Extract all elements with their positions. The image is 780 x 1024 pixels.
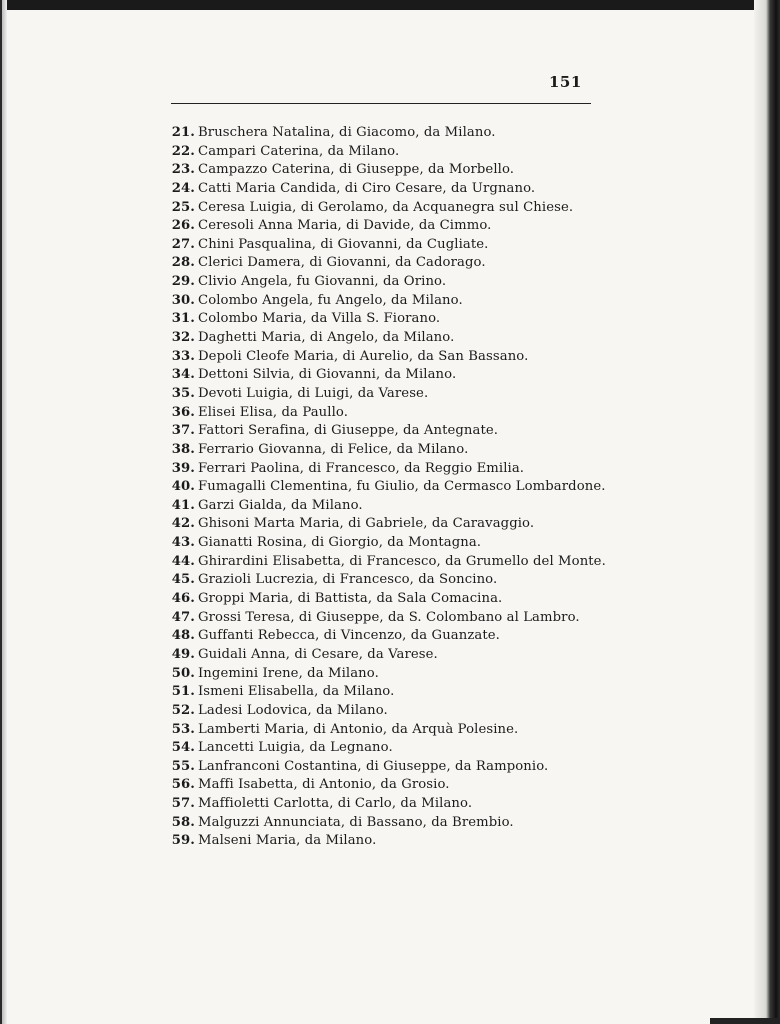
entry-text: Elisei Elisa, da Paullo.: [198, 404, 348, 420]
list-item: [162, 161, 622, 180]
page-number: 151: [549, 73, 582, 91]
entry-number: 25.: [171, 199, 195, 215]
list-item: [162, 665, 622, 684]
entry-number: 46.: [171, 591, 195, 607]
entry-number: 21.: [171, 125, 195, 140]
entry-text: Guffanti Rebecca, di Vincenzo, da Guanzate.: [198, 628, 500, 644]
entry-number: 41.: [171, 497, 195, 513]
entry-number: 55.: [171, 758, 195, 774]
list-item: [162, 814, 622, 833]
list-item: [162, 683, 622, 702]
entry-number: 38.: [171, 441, 195, 457]
scan-border-right: [754, 0, 780, 1024]
list-item: [162, 292, 622, 311]
entry-text: Clerici Damera, di Giovanni, da Cadorago.: [198, 255, 486, 271]
entry-text: Malguzzi Annunciata, di Bassano, da Brembio.: [198, 814, 514, 830]
entry-text: Gianatti Rosina, di Giorgio, da Montagna.: [198, 535, 482, 551]
list-item: [162, 366, 622, 385]
entry-text: Daghetti Maria, di Angelo, da Milano.: [198, 330, 455, 346]
scan-border-left: [0, 0, 7, 1024]
list-item: [162, 702, 622, 721]
entry-number: 44.: [171, 553, 195, 569]
list-item: [162, 795, 622, 814]
list-item: [162, 310, 622, 329]
entry-text: Colombo Maria, da Villa S. Fiorano.: [198, 311, 441, 327]
list-item: [162, 515, 622, 534]
entry-number: 59.: [171, 833, 195, 849]
entry-text: Ceresoli Anna Maria, di Davide, da Cimmo.: [198, 218, 492, 234]
entry-number: 32.: [171, 330, 195, 346]
name-list: [162, 124, 622, 851]
entry-text: Ceresa Luigia, di Gerolamo, da Acquanegra sul Chiese.: [198, 199, 574, 215]
entry-number: 36.: [171, 404, 195, 420]
list-item: [162, 217, 622, 236]
entry-text: Fattori Serafina, di Giuseppe, da Antegnate.: [198, 423, 499, 439]
list-item: [162, 721, 622, 740]
entry-text: Ferrario Giovanna, di Felice, da Milano.: [198, 441, 469, 457]
entry-number: 28.: [171, 255, 195, 271]
entry-text: Grossi Teresa, di Giuseppe, da S. Colombano al Lambro.: [198, 609, 580, 625]
entry-number: 51.: [171, 684, 195, 700]
entry-text: Maffioletti Carlotta, di Carlo, da Milano.: [198, 796, 473, 812]
entry-number: 23.: [171, 162, 195, 178]
list-item: [162, 124, 622, 143]
list-item: [162, 422, 622, 441]
entry-text: Campazzo Caterina, di Giuseppe, da Morbello.: [198, 162, 515, 178]
entry-text: Ferrari Paolina, di Francesco, da Reggio Emilia.: [198, 460, 525, 476]
entry-text: Garzi Gialda, da Milano.: [198, 497, 363, 513]
entry-number: 58.: [171, 814, 195, 830]
list-item: [162, 254, 622, 273]
entry-text: Maffi Isabetta, di Antonio, da Grosio.: [198, 777, 450, 793]
entry-number: 39.: [171, 460, 195, 476]
list-item: [162, 478, 622, 497]
list-item: [162, 590, 622, 609]
entry-number: 54.: [171, 740, 195, 756]
entry-number: 45.: [171, 572, 195, 588]
list-item: [162, 776, 622, 795]
entry-text: Lanfranconi Costantina, di Giuseppe, da Ramponio.: [198, 758, 549, 774]
list-item: [162, 534, 622, 553]
entry-number: 26.: [171, 218, 195, 234]
entry-text: Ghirardini Elisabetta, di Francesco, da Grumello del Monte.: [198, 553, 606, 569]
entry-text: Guidali Anna, di Cesare, da Varese.: [198, 646, 438, 662]
entry-number: 47.: [171, 609, 195, 625]
entry-text: Catti Maria Candida, di Ciro Cesare, da Urgnano.: [198, 180, 536, 196]
entry-number: 48.: [171, 628, 195, 644]
entry-number: 40.: [171, 479, 195, 495]
list-item: [162, 143, 622, 162]
list-item: [162, 460, 622, 479]
list-item: [162, 199, 622, 218]
entry-text: Colombo Angela, fu Angelo, da Milano.: [198, 292, 463, 308]
entry-text: Ismeni Elisabella, da Milano.: [198, 684, 395, 700]
entry-text: Devoti Luigia, di Luigi, da Varese.: [198, 385, 429, 401]
entry-number: 49.: [171, 646, 195, 662]
list-item: [162, 571, 622, 590]
entry-number: 50.: [171, 665, 195, 681]
entry-text: Groppi Maria, di Battista, da Sala Comacina.: [198, 591, 503, 607]
list-item: [162, 609, 622, 628]
list-item: [162, 273, 622, 292]
entry-text: Ingemini Irene, da Milano.: [198, 665, 379, 681]
entry-number: 57.: [171, 796, 195, 812]
scan-border-top: [0, 0, 780, 10]
scan-border-bottom: [710, 1018, 780, 1024]
entry-number: 24.: [171, 180, 195, 196]
entry-text: Grazioli Lucrezia, di Francesco, da Soncino.: [198, 572, 498, 588]
list-item: [162, 404, 622, 423]
entry-number: 37.: [171, 423, 195, 439]
entry-text: Dettoni Silvia, di Giovanni, da Milano.: [198, 367, 457, 383]
list-item: [162, 739, 622, 758]
entry-text: Ghisoni Marta Maria, di Gabriele, da Caravaggio.: [198, 516, 535, 532]
entry-text: Chini Pasqualina, di Giovanni, da Cugliate.: [198, 236, 489, 252]
entry-number: 53.: [171, 721, 195, 737]
entry-number: 56.: [171, 777, 195, 793]
list-item: [162, 236, 622, 255]
entry-number: 35.: [171, 385, 195, 401]
entry-number: 33.: [171, 348, 195, 364]
list-item: [162, 832, 622, 851]
entry-number: 43.: [171, 535, 195, 551]
entry-number: 52.: [171, 702, 195, 718]
list-item: [162, 646, 622, 665]
header-rule: [171, 103, 591, 104]
entry-text: Fumagalli Clementina, fu Giulio, da Cermasco Lombardone.: [198, 479, 606, 495]
entry-text: Depoli Cleofe Maria, di Aurelio, da San Bassano.: [198, 348, 529, 364]
entry-text: Bruschera Natalina, di Giacomo, da Milano.: [198, 125, 496, 140]
list-item: [162, 180, 622, 199]
list-item: [162, 758, 622, 777]
entry-number: 22.: [171, 143, 195, 159]
entry-text: Malseni Maria, da Milano.: [198, 833, 377, 849]
entry-text: Ladesi Lodovica, da Milano.: [198, 702, 388, 718]
entry-text: Clivio Angela, fu Giovanni, da Orino.: [198, 274, 447, 290]
entry-number: 34.: [171, 367, 195, 383]
entry-text: Campari Caterina, da Milano.: [198, 143, 400, 159]
list-item: [162, 348, 622, 367]
list-item: [162, 385, 622, 404]
list-item: [162, 553, 622, 572]
entry-text: Lamberti Maria, di Antonio, da Arquà Polesine.: [198, 721, 519, 737]
entry-number: 30.: [171, 292, 195, 308]
entry-number: 27.: [171, 236, 195, 252]
list-item: [162, 497, 622, 516]
entry-number: 42.: [171, 516, 195, 532]
entry-number: 29.: [171, 274, 195, 290]
list-item: [162, 329, 622, 348]
entry-number: 31.: [171, 311, 195, 327]
list-item: [162, 441, 622, 460]
list-item: [162, 627, 622, 646]
entry-text: Lancetti Luigia, da Legnano.: [198, 740, 393, 756]
